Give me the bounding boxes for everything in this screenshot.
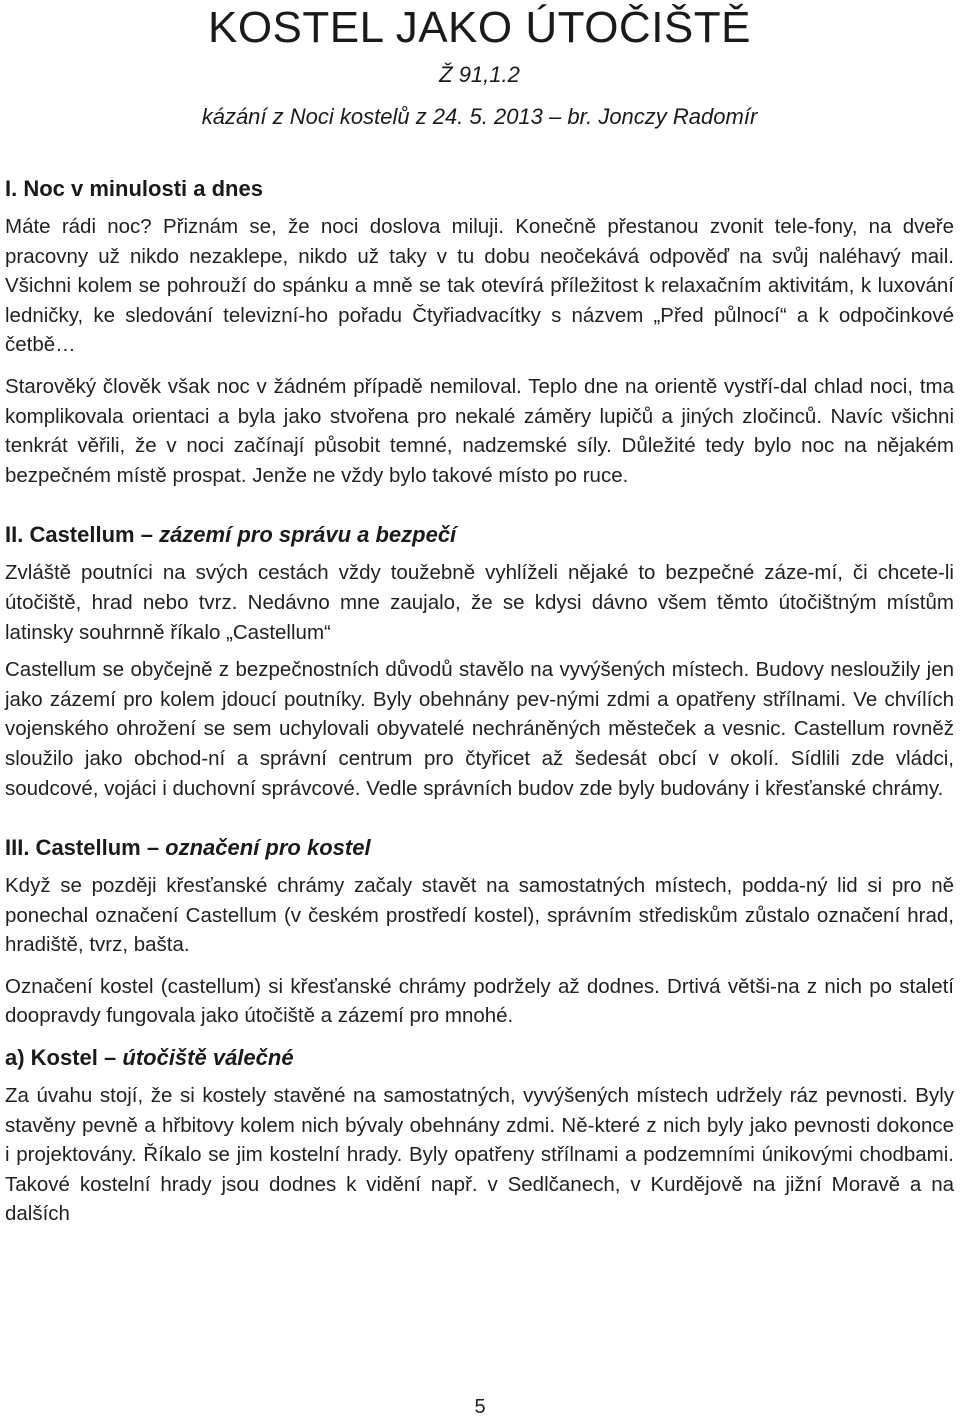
section-heading-1: I. Noc v minulosti a dnes [5,176,263,201]
section-heading-2-prefix: II. Castellum – [5,522,160,548]
sub-heading-a-prefix: a) Kostel – [5,1045,123,1071]
paragraph: Máte rádi noc? Přiznám se, že noci doslova miluji. Konečně přestanou zvonit tele-fony, na dveře pracovny už nikdo nezaklepe, nikdo už taky v tu dobu neočekává odpověď na svůj naléhavý mail. Všichni kolem se pohrouží do spánku a mně se tak otevírá příležitost k relaxačním aktivitám, k luxování ledničky, ke sledování televizní-ho pořadu Čtyřiadvacítky s názvem „Před půlnocí“ a k odpočinkové četbě… [5,215,954,357]
paragraph: Označení kostel (castellum) si křesťanské chrámy podržely až dodnes. Drtivá větši-na z nich po staletí doopravdy fungovala jako útočiště a zázemí pro mnohé. [5,974,954,1028]
section-heading-3 [5,833,954,863]
scripture-reference: Ž 91,1.2 [439,62,520,87]
sub-heading-a-italic: útočiště válečné [122,1045,294,1071]
sub-heading-a [5,1043,954,1073]
section-heading-3-prefix: III. Castellum – [5,835,166,861]
page-number: 5 [474,1396,486,1418]
document-title: KOSTEL JAKO ÚTOČIŠTĚ [207,3,751,52]
section-heading-2 [5,520,954,550]
sermon-info: kázání z Noci kostelů z 24. 5. 2013 – br. Jonczy Radomír [201,104,758,129]
paragraph: Za úvahu stojí, že si kostely stavěné na samostatných, vyvýšených místech udržely ráz pevnosti. Byly stavěny pevně a hřbitovy kolem nich bývaly obehnány zdmi. Ně-které z nich byly jako pevnosti dokonce i projektovány. Říkalo se jim kostelní hrady. Byly opatřeny střílnami a podzemními únikovými chodbami. Takové kostelní hrady jsou dodnes k vidění např. v Sedlčanech, v Kurdějově na jižní Moravě a na dalších [5,1084,954,1226]
section-heading-2-italic: zázemí pro správu a bezpečí [159,522,457,548]
paragraph: Starověký člověk však noc v žádném případě nemiloval. Teplo dne na orientě vystří-dal chlad noci, tma komplikovala orientaci a byla jako stvořena pro nekalé záměry lupičů a jiných zločinců. Navíc všichni tenkrát věřili, že v noci začínají působit temné, nadzemské síly. Důležité tedy bylo noc na nějakém bezpečném místě prospat. Jenže ne vždy bylo takové místo po ruce. [5,374,954,487]
paragraph: Když se později křesťanské chrámy začaly stavět na samostatných místech, podda-ný lid si pro ně ponechal označení Castellum (v českém prostředí kostel), správním střediskům zůstalo označení hrad, hradiště, tvrz, bašta. [5,874,954,957]
section-heading-3-italic: označení pro kostel [165,835,371,861]
paragraph: Zvláště poutníci na svých cestách vždy toužebně vyhlíželi nějaké to bezpečné záze-mí, či chcete-li útočiště, hrad nebo tvrz. Nedávno mne zaujalo, že se kdysi dávno všem těmto útočištným místům latinsky souhrnně říkalo „Castellum“ [5,561,954,644]
paragraph: Castellum se obyčejně z bezpečnostních důvodů stavělo na vyvýšených místech. Budovy nesloužily jen jako zázemí pro kolem jdoucí poutníky. Byly obehnány pev-nými zdmi a opatřeny střílnami. Ve chvílích vojenského ohrožení se sem uchylovali obyvatelé nechráněných městeček a vesnic. Castellum rovněž sloužilo jako obchod-ní a správní centrum pro čtyřicet až šedesát obcí v okolí. Sídlili zde vládci, soudcové, vojáci i duchovní správcové. Vedle správních budov zde byly budovány i křesťanské chrámy. [5,658,954,800]
